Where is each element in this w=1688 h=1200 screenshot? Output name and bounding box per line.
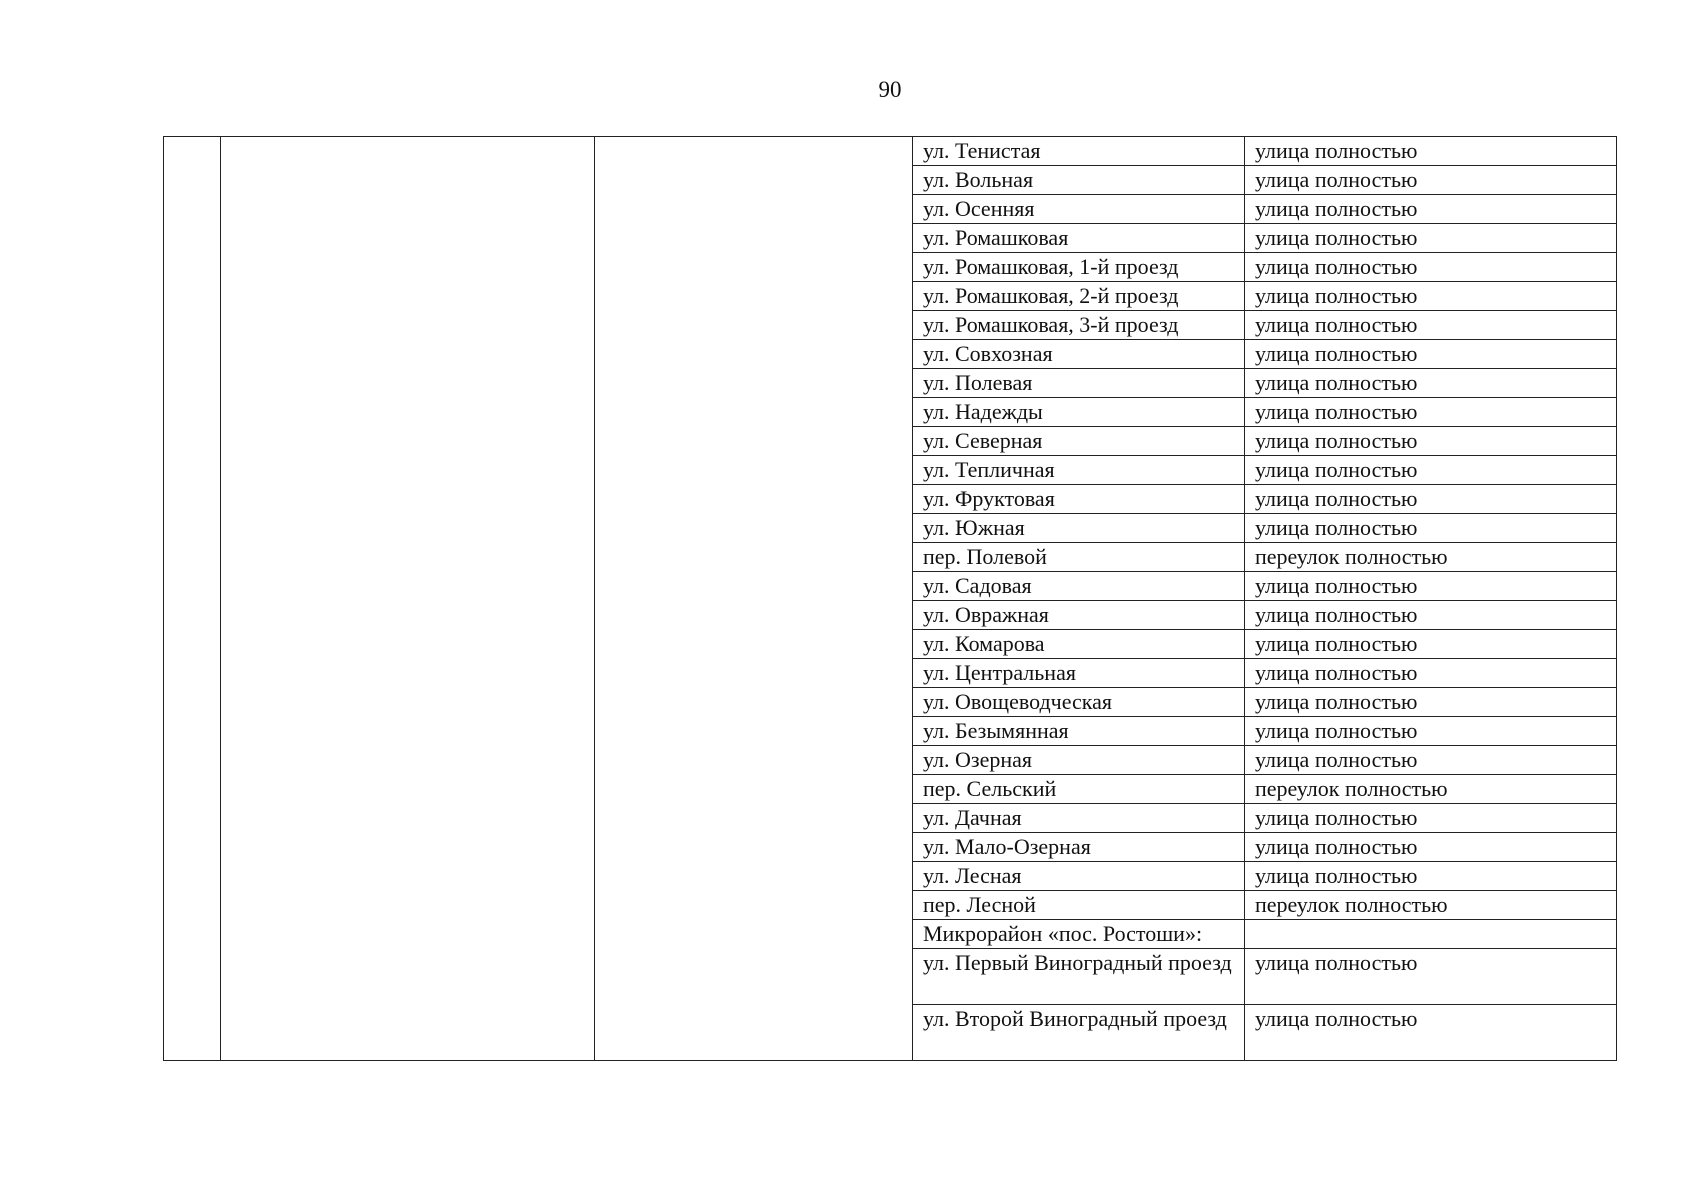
street-name: ул. Ромашковая, 2-й проезд xyxy=(913,282,1245,311)
street-name: ул. Ромашковая, 3-й проезд xyxy=(913,311,1245,340)
street-name: ул. Овражная xyxy=(913,601,1245,630)
street-name: ул. Дачная xyxy=(913,804,1245,833)
street-extent: улица полностью xyxy=(1245,601,1617,630)
street-extent: улица полностью xyxy=(1245,398,1617,427)
street-name: ул. Тенистая xyxy=(913,137,1245,166)
street-name: ул. Ромашковая, 1-й проезд xyxy=(913,253,1245,282)
street-name: ул. Первый Виноградный проезд xyxy=(913,949,1245,1005)
street-extent: улица полностью xyxy=(1245,253,1617,282)
street-extent: улица полностью xyxy=(1245,949,1617,1005)
street-extent: улица полностью xyxy=(1245,224,1617,253)
street-table-body xyxy=(164,137,1617,1061)
street-name: пер. Полевой xyxy=(913,543,1245,572)
street-name: ул. Овощеводческая xyxy=(913,688,1245,717)
street-name: ул. Фруктовая xyxy=(913,485,1245,514)
street-name: ул. Совхозная xyxy=(913,340,1245,369)
street-name: пер. Лесной xyxy=(913,891,1245,920)
street-name: ул. Тепличная xyxy=(913,456,1245,485)
street-extent: улица полностью xyxy=(1245,630,1617,659)
street-name: ул. Озерная xyxy=(913,746,1245,775)
street-name: ул. Северная xyxy=(913,427,1245,456)
street-extent: улица полностью xyxy=(1245,659,1617,688)
street-extent: улица полностью xyxy=(1245,688,1617,717)
street-extent: улица полностью xyxy=(1245,340,1617,369)
street-extent: улица полностью xyxy=(1245,456,1617,485)
street-extent: улица полностью xyxy=(1245,427,1617,456)
street-name: ул. Надежды xyxy=(913,398,1245,427)
street-extent: улица полностью xyxy=(1245,1005,1617,1061)
street-extent: улица полностью xyxy=(1245,369,1617,398)
street-name: ул. Комарова xyxy=(913,630,1245,659)
street-extent: улица полностью xyxy=(1245,514,1617,543)
street-name: ул. Мало-Озерная xyxy=(913,833,1245,862)
street-extent: переулок полностью xyxy=(1245,775,1617,804)
street-extent: улица полностью xyxy=(1245,572,1617,601)
street-name: Микрорайон «пос. Ростоши»: xyxy=(913,920,1245,949)
street-name: ул. Осенняя xyxy=(913,195,1245,224)
street-extent: улица полностью xyxy=(1245,311,1617,340)
street-extent: улица полностью xyxy=(1245,166,1617,195)
street-name: ул. Безымянная xyxy=(913,717,1245,746)
page-number: 90 xyxy=(878,77,902,102)
street-name: ул. Центральная xyxy=(913,659,1245,688)
street-extent: улица полностью xyxy=(1245,833,1617,862)
street-name: ул. Лесная xyxy=(913,862,1245,891)
street-name: ул. Южная xyxy=(913,514,1245,543)
settlement-column xyxy=(595,137,913,1061)
number-column xyxy=(164,137,221,1061)
street-name: ул. Второй Виноградный проезд xyxy=(913,1005,1245,1061)
street-extent: улица полностью xyxy=(1245,804,1617,833)
street-extent: улица полностью xyxy=(1245,282,1617,311)
street-extent: переулок полностью xyxy=(1245,891,1617,920)
street-extent: улица полностью xyxy=(1245,746,1617,775)
street-extent: улица полностью xyxy=(1245,195,1617,224)
street-name: ул. Полевая xyxy=(913,369,1245,398)
street-table xyxy=(163,136,1617,1061)
street-extent: улица полностью xyxy=(1245,862,1617,891)
street-extent: улица полностью xyxy=(1245,717,1617,746)
street-name: ул. Ромашковая xyxy=(913,224,1245,253)
street-name: пер. Сельский xyxy=(913,775,1245,804)
street-extent: переулок полностью xyxy=(1245,543,1617,572)
territory-column xyxy=(221,137,595,1061)
street-extent: улица полностью xyxy=(1245,137,1617,166)
street-extent: улица полностью xyxy=(1245,485,1617,514)
street-name: ул. Садовая xyxy=(913,572,1245,601)
table-row xyxy=(164,137,1617,166)
street-extent xyxy=(1245,920,1617,949)
street-name: ул. Вольная xyxy=(913,166,1245,195)
